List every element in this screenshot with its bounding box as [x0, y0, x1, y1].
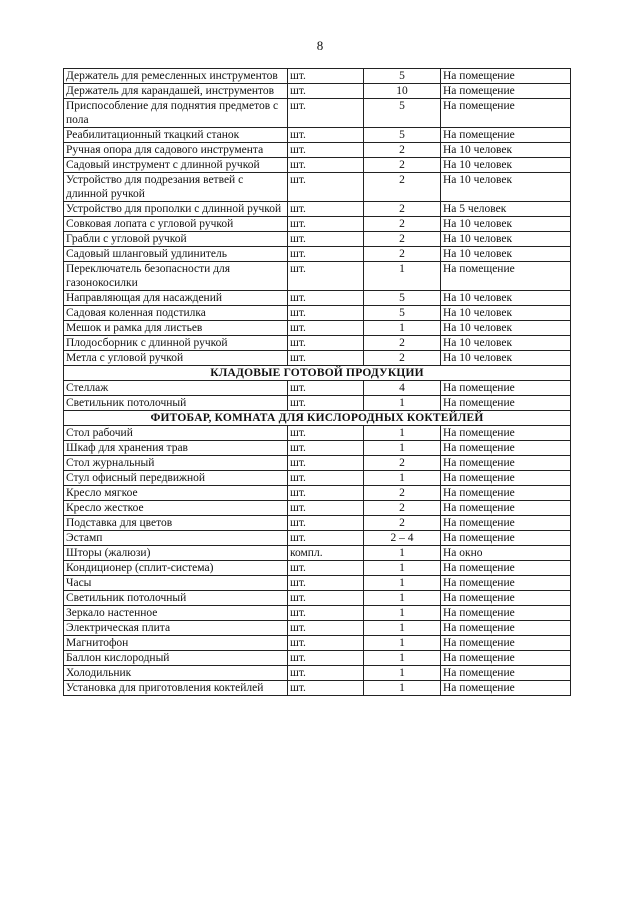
item-quantity: 2	[364, 516, 441, 531]
item-unit: шт.	[288, 636, 364, 651]
item-norm: На помещение	[441, 651, 571, 666]
item-unit: шт.	[288, 621, 364, 636]
item-name: Светильник потолочный	[64, 591, 288, 606]
item-name: Светильник потолочный	[64, 396, 288, 411]
item-quantity: 1	[364, 321, 441, 336]
item-norm: На помещение	[441, 501, 571, 516]
item-quantity: 5	[364, 306, 441, 321]
item-unit: шт.	[288, 516, 364, 531]
item-unit: шт.	[288, 291, 364, 306]
section-header-row	[64, 366, 571, 381]
item-quantity: 4	[364, 381, 441, 396]
item-quantity: 1	[364, 651, 441, 666]
item-unit: шт.	[288, 69, 364, 84]
item-norm: На помещение	[441, 576, 571, 591]
item-quantity: 1	[364, 621, 441, 636]
item-unit: шт.	[288, 99, 364, 128]
item-name: Грабли с угловой ручкой	[64, 232, 288, 247]
item-quantity: 2	[364, 336, 441, 351]
item-norm: На окно	[441, 546, 571, 561]
item-quantity: 1	[364, 636, 441, 651]
item-quantity: 2	[364, 486, 441, 501]
table-row	[64, 456, 571, 471]
item-norm: На 10 человек	[441, 306, 571, 321]
table-row	[64, 666, 571, 681]
item-name: Кресло жесткое	[64, 501, 288, 516]
item-name: Совковая лопата с угловой ручкой	[64, 217, 288, 232]
item-unit: шт.	[288, 591, 364, 606]
item-unit: шт.	[288, 202, 364, 217]
item-quantity: 5	[364, 291, 441, 306]
item-norm: На 10 человек	[441, 232, 571, 247]
table-row	[64, 336, 571, 351]
table-row	[64, 561, 571, 576]
item-norm: На 10 человек	[441, 291, 571, 306]
table-row	[64, 441, 571, 456]
item-unit: шт.	[288, 531, 364, 546]
item-quantity: 2	[364, 158, 441, 173]
section-title: ФИТОБАР, КОМНАТА ДЛЯ КИСЛОРОДНЫХ КОКТЕЙЛЕЙ	[64, 411, 571, 426]
table-row	[64, 591, 571, 606]
item-norm: На 10 человек	[441, 336, 571, 351]
item-norm: На 10 человек	[441, 143, 571, 158]
table-row	[64, 426, 571, 441]
item-norm: На 10 человек	[441, 173, 571, 202]
item-unit: шт.	[288, 426, 364, 441]
item-norm: На помещение	[441, 471, 571, 486]
item-unit: шт.	[288, 396, 364, 411]
item-name: Стол рабочий	[64, 426, 288, 441]
item-norm: На помещение	[441, 621, 571, 636]
item-norm: На помещение	[441, 666, 571, 681]
item-norm: На помещение	[441, 531, 571, 546]
item-unit: шт.	[288, 336, 364, 351]
item-quantity: 1	[364, 591, 441, 606]
item-quantity: 2	[364, 351, 441, 366]
item-norm: На помещение	[441, 381, 571, 396]
item-quantity: 1	[364, 426, 441, 441]
table-row	[64, 636, 571, 651]
item-norm: На помещение	[441, 486, 571, 501]
item-unit: шт.	[288, 158, 364, 173]
table-row	[64, 173, 571, 202]
item-name: Устройство для подрезания ветвей с длинной ручкой	[64, 173, 288, 202]
table-row	[64, 381, 571, 396]
item-quantity: 1	[364, 606, 441, 621]
item-norm: На 10 человек	[441, 158, 571, 173]
item-unit: шт.	[288, 681, 364, 696]
item-unit: шт.	[288, 351, 364, 366]
item-quantity: 1	[364, 561, 441, 576]
item-unit: шт.	[288, 666, 364, 681]
table-row	[64, 202, 571, 217]
table-row	[64, 158, 571, 173]
equipment-table	[63, 68, 571, 696]
item-norm: На помещение	[441, 99, 571, 128]
item-norm: На помещение	[441, 606, 571, 621]
item-norm: На 10 человек	[441, 247, 571, 262]
item-name: Садовый шланговый удлинитель	[64, 247, 288, 262]
item-norm: На помещение	[441, 128, 571, 143]
table-row	[64, 351, 571, 366]
item-unit: шт.	[288, 471, 364, 486]
item-norm: На 5 человек	[441, 202, 571, 217]
item-quantity: 1	[364, 546, 441, 561]
table-row	[64, 69, 571, 84]
item-unit: шт.	[288, 128, 364, 143]
item-quantity: 2 – 4	[364, 531, 441, 546]
equipment-table-body	[64, 69, 571, 696]
item-name: Метла с угловой ручкой	[64, 351, 288, 366]
item-unit: шт.	[288, 143, 364, 158]
item-unit: шт.	[288, 306, 364, 321]
table-row	[64, 531, 571, 546]
section-title: КЛАДОВЫЕ ГОТОВОЙ ПРОДУКЦИИ	[64, 366, 571, 381]
item-name: Садовый инструмент с длинной ручкой	[64, 158, 288, 173]
item-unit: шт.	[288, 441, 364, 456]
item-name: Баллон кислородный	[64, 651, 288, 666]
table-row	[64, 232, 571, 247]
item-unit: шт.	[288, 321, 364, 336]
table-row	[64, 291, 571, 306]
item-norm: На помещение	[441, 456, 571, 471]
item-norm: На помещение	[441, 561, 571, 576]
item-quantity: 2	[364, 173, 441, 202]
item-unit: шт.	[288, 606, 364, 621]
table-row	[64, 546, 571, 561]
item-name: Зеркало настенное	[64, 606, 288, 621]
item-quantity: 1	[364, 262, 441, 291]
item-name: Плодосборник с длинной ручкой	[64, 336, 288, 351]
item-name: Стол журнальный	[64, 456, 288, 471]
section-header-row	[64, 411, 571, 426]
table-row	[64, 128, 571, 143]
item-quantity: 1	[364, 681, 441, 696]
item-quantity: 1	[364, 471, 441, 486]
item-name: Кондиционер (сплит-система)	[64, 561, 288, 576]
item-unit: компл.	[288, 546, 364, 561]
page-number: 8	[316, 38, 324, 53]
item-norm: На помещение	[441, 396, 571, 411]
table-row	[64, 651, 571, 666]
item-norm: На помещение	[441, 591, 571, 606]
item-name: Холодильник	[64, 666, 288, 681]
item-quantity: 5	[364, 128, 441, 143]
item-unit: шт.	[288, 262, 364, 291]
item-quantity: 10	[364, 84, 441, 99]
table-row	[64, 606, 571, 621]
item-unit: шт.	[288, 576, 364, 591]
table-row	[64, 471, 571, 486]
item-norm: На помещение	[441, 262, 571, 291]
item-quantity: 2	[364, 232, 441, 247]
item-name: Эстамп	[64, 531, 288, 546]
table-row	[64, 621, 571, 636]
item-name: Приспособление для поднятия предметов с пола	[64, 99, 288, 128]
item-unit: шт.	[288, 561, 364, 576]
item-unit: шт.	[288, 456, 364, 471]
item-quantity: 1	[364, 576, 441, 591]
table-row	[64, 321, 571, 336]
item-quantity: 1	[364, 666, 441, 681]
item-norm: На помещение	[441, 516, 571, 531]
item-name: Магнитофон	[64, 636, 288, 651]
item-quantity: 2	[364, 202, 441, 217]
item-norm: На 10 человек	[441, 321, 571, 336]
table-row	[64, 516, 571, 531]
item-quantity: 1	[364, 396, 441, 411]
table-row	[64, 486, 571, 501]
item-name: Стул офисный передвижной	[64, 471, 288, 486]
item-name: Направляющая для насаждений	[64, 291, 288, 306]
item-unit: шт.	[288, 486, 364, 501]
item-quantity: 2	[364, 456, 441, 471]
item-name: Мешок и рамка для листьев	[64, 321, 288, 336]
item-quantity: 1	[364, 441, 441, 456]
item-quantity: 2	[364, 217, 441, 232]
table-row	[64, 99, 571, 128]
item-name: Реабилитационный ткацкий станок	[64, 128, 288, 143]
item-unit: шт.	[288, 247, 364, 262]
item-name: Часы	[64, 576, 288, 591]
item-unit: шт.	[288, 173, 364, 202]
item-unit: шт.	[288, 232, 364, 247]
item-name: Садовая коленная подстилка	[64, 306, 288, 321]
item-quantity: 2	[364, 501, 441, 516]
item-norm: На помещение	[441, 69, 571, 84]
item-name: Устройство для прополки с длинной ручкой	[64, 202, 288, 217]
item-norm: На помещение	[441, 441, 571, 456]
item-norm: На помещение	[441, 84, 571, 99]
item-name: Шторы (жалюзи)	[64, 546, 288, 561]
item-name: Держатель для карандашей, инструментов	[64, 84, 288, 99]
item-unit: шт.	[288, 651, 364, 666]
item-unit: шт.	[288, 381, 364, 396]
item-name: Держатель для ремесленных инструментов	[64, 69, 288, 84]
item-norm: На помещение	[441, 636, 571, 651]
item-name: Электрическая плита	[64, 621, 288, 636]
table-row	[64, 217, 571, 232]
item-name: Установка для приготовления коктейлей	[64, 681, 288, 696]
table-row	[64, 681, 571, 696]
table-row	[64, 306, 571, 321]
table-row	[64, 501, 571, 516]
item-unit: шт.	[288, 217, 364, 232]
table-row	[64, 576, 571, 591]
table-row	[64, 84, 571, 99]
item-norm: На помещение	[441, 681, 571, 696]
item-norm: На 10 человек	[441, 217, 571, 232]
item-name: Ручная опора для садового инструмента	[64, 143, 288, 158]
item-unit: шт.	[288, 501, 364, 516]
item-norm: На 10 человек	[441, 351, 571, 366]
table-row	[64, 143, 571, 158]
table-row	[64, 247, 571, 262]
item-name: Стеллаж	[64, 381, 288, 396]
table-row	[64, 262, 571, 291]
item-norm: На помещение	[441, 426, 571, 441]
item-name: Подставка для цветов	[64, 516, 288, 531]
item-name: Переключатель безопасности для газонокосилки	[64, 262, 288, 291]
table-row	[64, 396, 571, 411]
item-quantity: 2	[364, 247, 441, 262]
item-quantity: 5	[364, 69, 441, 84]
item-name: Кресло мягкое	[64, 486, 288, 501]
item-quantity: 2	[364, 143, 441, 158]
item-unit: шт.	[288, 84, 364, 99]
item-name: Шкаф для хранения трав	[64, 441, 288, 456]
item-quantity: 5	[364, 99, 441, 128]
